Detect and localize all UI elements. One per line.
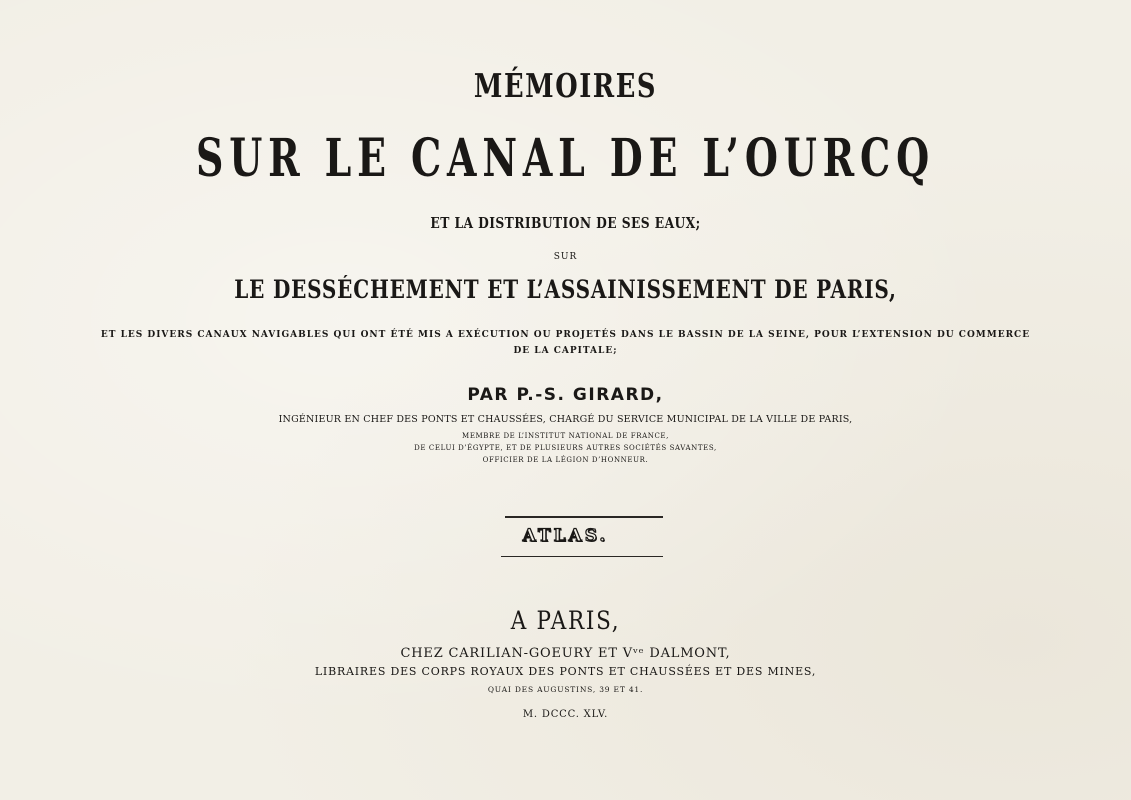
author-credential-institut: MEMBRE DE L’INSTITUT NATIONAL DE FRANCE, [462,432,669,440]
author-title: INGÉNIEUR EN CHEF DES PONTS ET CHAUSSÉES, CHARGÉ DU SERVICE MUNICIPAL DE LA VILLE DE PARIS, [278,414,853,425]
volume-label-atlas: ATLAS. [522,526,609,546]
atlas-rule-bottom [501,556,663,557]
imprint-city: A PARIS, [510,606,621,635]
imprint-publisher: CHEZ CARILIAN-GOEURY ET Vᵛᵉ DALMONT, [400,646,731,661]
canaux-description-line-1: ET LES DIVERS CANAUX NAVIGABLES QUI ONT ÉTÉ MIS A EXÉCUTION OU PROJETÉS DANS LE BASSIN DE LA SEINE, POUR L’EXTENSION DU COMMERCE [100,330,1031,340]
imprint-date: M. DCCC. XLV. [522,709,609,720]
connector-sur: SUR [553,252,578,262]
imprint-publisher-role: LIBRAIRES DES CORPS ROYAUX DES PONTS ET CHAUSSÉES ET DES MINES, [314,665,817,678]
atlas-rule-top [505,516,663,518]
imprint-address: QUAI DES AUGUSTINS, 39 ET 41. [487,685,644,694]
canaux-description-line-2: DE LA CAPITALE; [513,346,618,356]
author-credential-egypte: DE CELUI D’ÉGYPTE, ET DE PLUSIEURS AUTRES SOCIÉTÉS SAVANTES, [414,444,717,452]
author-name: PAR P.-S. GIRARD, [467,385,664,405]
heading-memoires: MÉMOIRES [473,66,658,105]
main-title: SUR LE CANAL DE L’OURCQ [195,128,936,189]
subtitle-dessechement: LE DESSÉCHEMENT ET L’ASSAINISSEMENT DE PARIS, [234,275,897,304]
author-credential-legion: OFFICIER DE LA LÉGION D’HONNEUR. [482,456,649,464]
subtitle-distribution: ET LA DISTRIBUTION DE SES EAUX; [430,214,701,232]
